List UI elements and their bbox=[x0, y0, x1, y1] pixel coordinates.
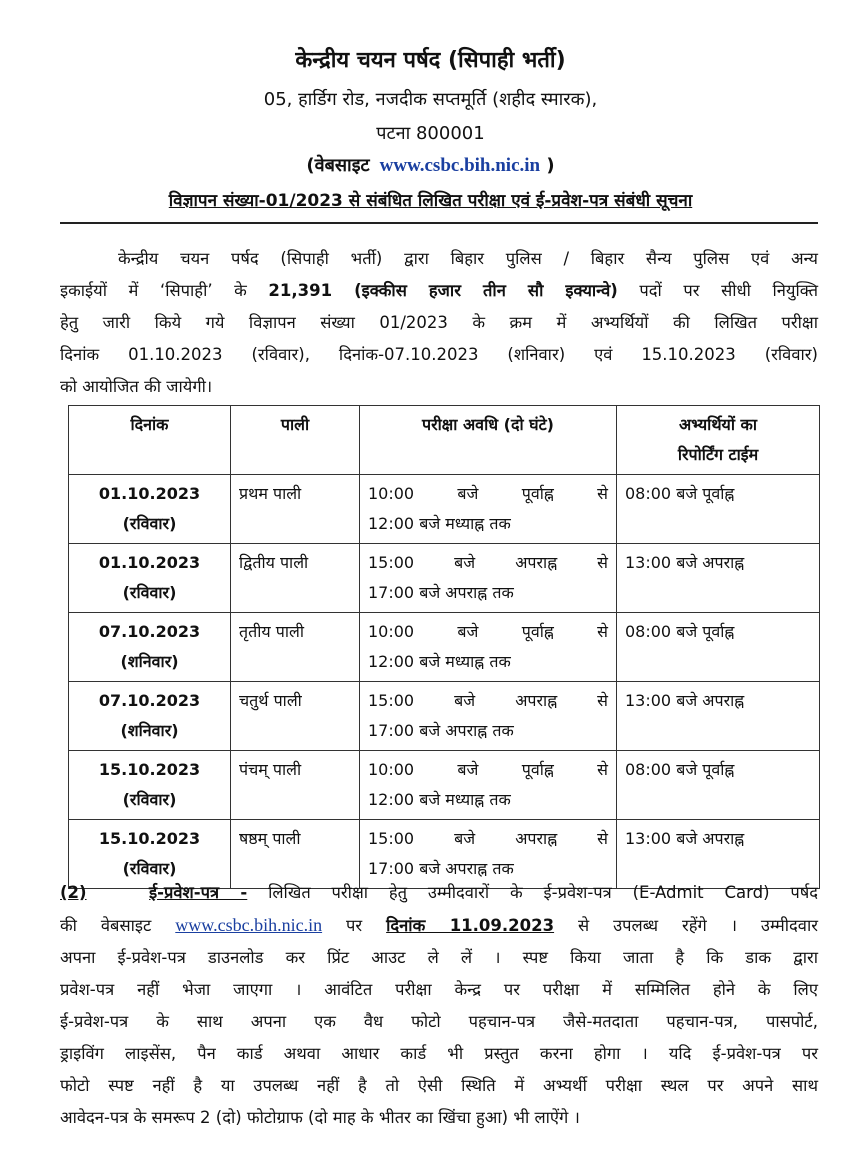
row-date-cell bbox=[69, 613, 231, 682]
row-date: 07.10.2023 bbox=[98, 691, 201, 710]
row-duration-word: 10:00 bbox=[368, 484, 415, 503]
header-reporting bbox=[617, 406, 820, 475]
intro-line-4: दिनांक 01.10.2023 (रविवार), दिनांक-07.10.2023 (शनिवार) एवं 15.10.2023 (रविवार) bbox=[60, 345, 818, 364]
org-name: केन्द्रीय चयन पर्षद (सिपाही भर्ती) bbox=[295, 48, 566, 73]
admit-line-2a: की वेबसाइट bbox=[60, 916, 176, 935]
row-duration-from bbox=[368, 548, 608, 578]
header-reporting-l2: रिपोर्टिंग टाईम bbox=[677, 445, 759, 464]
row-duration-to: 12:00 बजे मध्याह्न तक bbox=[368, 790, 511, 809]
row-date: 01.10.2023 bbox=[98, 484, 201, 503]
notice-subject: विज्ञापन संख्या-01/2023 से संबंधित लिखित परीक्षा एवं ई-प्रवेश-पत्र संबंधी सूचना bbox=[168, 191, 693, 211]
row-duration bbox=[360, 544, 617, 613]
admit-card-paragraph bbox=[60, 877, 818, 1134]
admit-title: ई-प्रवेश-पत्र - bbox=[149, 883, 248, 902]
row-duration-word: से bbox=[597, 484, 608, 503]
row-date: 07.10.2023 bbox=[98, 622, 201, 641]
row-duration-word: बजे bbox=[457, 622, 479, 641]
intro-line-5: को आयोजित की जायेगी। bbox=[60, 377, 213, 396]
row-reporting: 13:00 बजे अपराह्न bbox=[617, 820, 820, 889]
header-reporting-l1: अभ्यर्थियों का bbox=[679, 415, 757, 434]
row-reporting: 13:00 बजे अपराह्न bbox=[617, 544, 820, 613]
row-duration-word: 15:00 bbox=[368, 553, 415, 572]
row-shift: पंचम् पाली bbox=[231, 751, 360, 820]
row-reporting: 13:00 बजे अपराह्न bbox=[617, 682, 820, 751]
row-duration-word: 10:00 bbox=[368, 622, 415, 641]
intro-line-2c: पदों पर सीधी नियुक्ति bbox=[617, 281, 819, 300]
row-duration-word: 10:00 bbox=[368, 760, 415, 779]
row-duration-word: बजे bbox=[454, 691, 476, 710]
intro-line-1: केन्द्रीय चयन पर्षद (सिपाही भर्ती) द्वारा बिहार पुलिस / बिहार सैन्य पुलिस एवं अन्य bbox=[118, 249, 818, 268]
admit-line-1-rest: लिखित परीक्षा हेतु उम्मीदवारों के ई-प्रवेश-पत्र (E-Admit Card) पर्षद bbox=[247, 883, 818, 902]
admit-num: (2) bbox=[60, 883, 87, 902]
row-duration-word: अपराह्न bbox=[515, 829, 558, 848]
row-reporting: 08:00 बजे पूर्वाह्न bbox=[617, 475, 820, 544]
row-reporting: 08:00 बजे पूर्वाह्न bbox=[617, 751, 820, 820]
admit-line-7: फोटो स्पष्ट नहीं है या उपलब्ध नहीं है तो ऐसी स्थिति में अभ्यर्थी परीक्षा स्थल पर अपने साथ bbox=[60, 1076, 818, 1095]
address-line-1: 05, हार्डिग रोड, नजदीक सप्तमूर्ति (शहीद स्मारक), bbox=[263, 89, 598, 110]
admit-line-8: आवेदन-पत्र के समरूप 2 (दो) फोटोग्राफ (दो माह के भीतर का खिंचा हुआ) भी लाऐंगे । bbox=[60, 1108, 580, 1127]
row-duration-word: से bbox=[597, 829, 608, 848]
row-duration-to: 12:00 बजे मध्याह्न तक bbox=[368, 652, 511, 671]
row-duration-from bbox=[368, 479, 608, 509]
row-duration-word: अपराह्न bbox=[515, 691, 558, 710]
row-date-cell bbox=[69, 751, 231, 820]
website-label: (वेबसाइट bbox=[306, 155, 370, 176]
row-duration-to: 17:00 बजे अपराह्न तक bbox=[368, 583, 514, 602]
table-row bbox=[69, 544, 820, 613]
admit-date: दिनांक 11.09.2023 bbox=[386, 916, 555, 935]
row-duration-word: बजे bbox=[457, 484, 479, 503]
row-date: 15.10.2023 bbox=[98, 829, 201, 848]
admit-line-2c: से उपलब्ध रहेंगे । उम्मीदवार bbox=[554, 916, 818, 935]
admit-line-6: ड्राइविंग लाइसेंस, पैन कार्ड अथवा आधार कार्ड भी प्रस्तुत करना होगा । यदि ई-प्रवेश-पत्र पर bbox=[60, 1044, 818, 1063]
row-shift: प्रथम पाली bbox=[231, 475, 360, 544]
table-row bbox=[69, 475, 820, 544]
intro-paragraph bbox=[60, 243, 818, 403]
row-duration-word: से bbox=[597, 622, 608, 641]
table-row bbox=[69, 682, 820, 751]
header-divider bbox=[60, 222, 818, 224]
row-duration-word: बजे bbox=[454, 553, 476, 572]
row-duration-word: पूर्वाह्न bbox=[521, 622, 554, 641]
row-duration-word: 15:00 bbox=[368, 691, 415, 710]
admit-line-1 bbox=[60, 877, 818, 909]
row-date-cell bbox=[69, 544, 231, 613]
website-line bbox=[0, 153, 861, 177]
row-duration-word: से bbox=[597, 553, 608, 572]
row-shift: षष्ठम् पाली bbox=[231, 820, 360, 889]
header-duration: परीक्षा अवधि (दो घंटे) bbox=[360, 406, 617, 475]
row-duration-word: पूर्वाह्न bbox=[521, 484, 554, 503]
exam-schedule-table bbox=[68, 405, 820, 889]
row-duration-to: 12:00 बजे मध्याह्न तक bbox=[368, 514, 511, 533]
website-link[interactable]: www.csbc.bih.nic.in bbox=[379, 155, 541, 176]
row-shift: चतुर्थ पाली bbox=[231, 682, 360, 751]
row-duration-from bbox=[368, 686, 608, 716]
row-duration-to: 17:00 बजे अपराह्न तक bbox=[368, 859, 514, 878]
row-duration bbox=[360, 751, 617, 820]
admit-line-5: ई-प्रवेश-पत्र के साथ अपना एक वैध फोटो पहचान-पत्र जैसे-मतदाता पहचान-पत्र, पासपोर्ट, bbox=[60, 1012, 818, 1031]
row-duration-word: 15:00 bbox=[368, 829, 415, 848]
admit-line-3: अपना ई-प्रवेश-पत्र डाउनलोड कर प्रिंट आउट ले लें । स्पष्ट किया जाता है कि डाक द्वारा bbox=[60, 948, 818, 967]
row-day: (रविवार) bbox=[122, 859, 177, 878]
admit-line-2b: पर bbox=[322, 916, 387, 935]
row-duration-from bbox=[368, 617, 608, 647]
row-day: (रविवार) bbox=[122, 790, 177, 809]
row-duration-word: बजे bbox=[454, 829, 476, 848]
intro-line-2 bbox=[60, 275, 818, 307]
admit-line-2 bbox=[60, 909, 818, 942]
row-shift: द्वितीय पाली bbox=[231, 544, 360, 613]
row-duration-word: पूर्वाह्न bbox=[521, 760, 554, 779]
row-duration-word: अपराह्न bbox=[515, 553, 558, 572]
intro-line-3: हेतु जारी किये गये विज्ञापन संख्या 01/2023 के क्रम में अभ्यर्थियों की लिखित परीक्षा bbox=[60, 313, 818, 332]
row-date-cell bbox=[69, 475, 231, 544]
admit-website-link[interactable]: www.csbc.bih.nic.in bbox=[175, 915, 323, 935]
table-row bbox=[69, 751, 820, 820]
row-day: (रविवार) bbox=[122, 514, 177, 533]
row-duration-word: बजे bbox=[457, 760, 479, 779]
row-date-cell bbox=[69, 682, 231, 751]
row-day: (शनिवार) bbox=[120, 652, 179, 671]
address-line-2: पटना 800001 bbox=[376, 123, 485, 144]
intro-line-2a: इकाईयों में ‘सिपाही’ के bbox=[60, 281, 269, 300]
table-row bbox=[69, 613, 820, 682]
row-duration-word: से bbox=[597, 760, 608, 779]
row-reporting: 08:00 बजे पूर्वाह्न bbox=[617, 613, 820, 682]
row-day: (रविवार) bbox=[122, 583, 177, 602]
row-duration bbox=[360, 613, 617, 682]
table-header-row bbox=[69, 406, 820, 475]
row-duration bbox=[360, 682, 617, 751]
admit-line-4: प्रवेश-पत्र नहीं भेजा जाएगा । आवंटित परीक्षा केन्द्र पर परीक्षा में सम्मिलित होने के लिए bbox=[60, 980, 818, 999]
header-shift: पाली bbox=[231, 406, 360, 475]
row-duration-word: से bbox=[597, 691, 608, 710]
row-duration bbox=[360, 475, 617, 544]
header-date: दिनांक bbox=[69, 406, 231, 475]
row-day: (शनिवार) bbox=[120, 721, 179, 740]
row-date: 01.10.2023 bbox=[98, 553, 201, 572]
row-duration-from bbox=[368, 755, 608, 785]
row-shift: तृतीय पाली bbox=[231, 613, 360, 682]
website-close: ) bbox=[546, 155, 555, 176]
row-duration-from bbox=[368, 824, 608, 854]
row-date: 15.10.2023 bbox=[98, 760, 201, 779]
row-duration-to: 17:00 बजे अपराह्न तक bbox=[368, 721, 514, 740]
post-count: 21,391 (इक्कीस हजार तीन सौ इक्यान्वे) bbox=[268, 281, 618, 300]
